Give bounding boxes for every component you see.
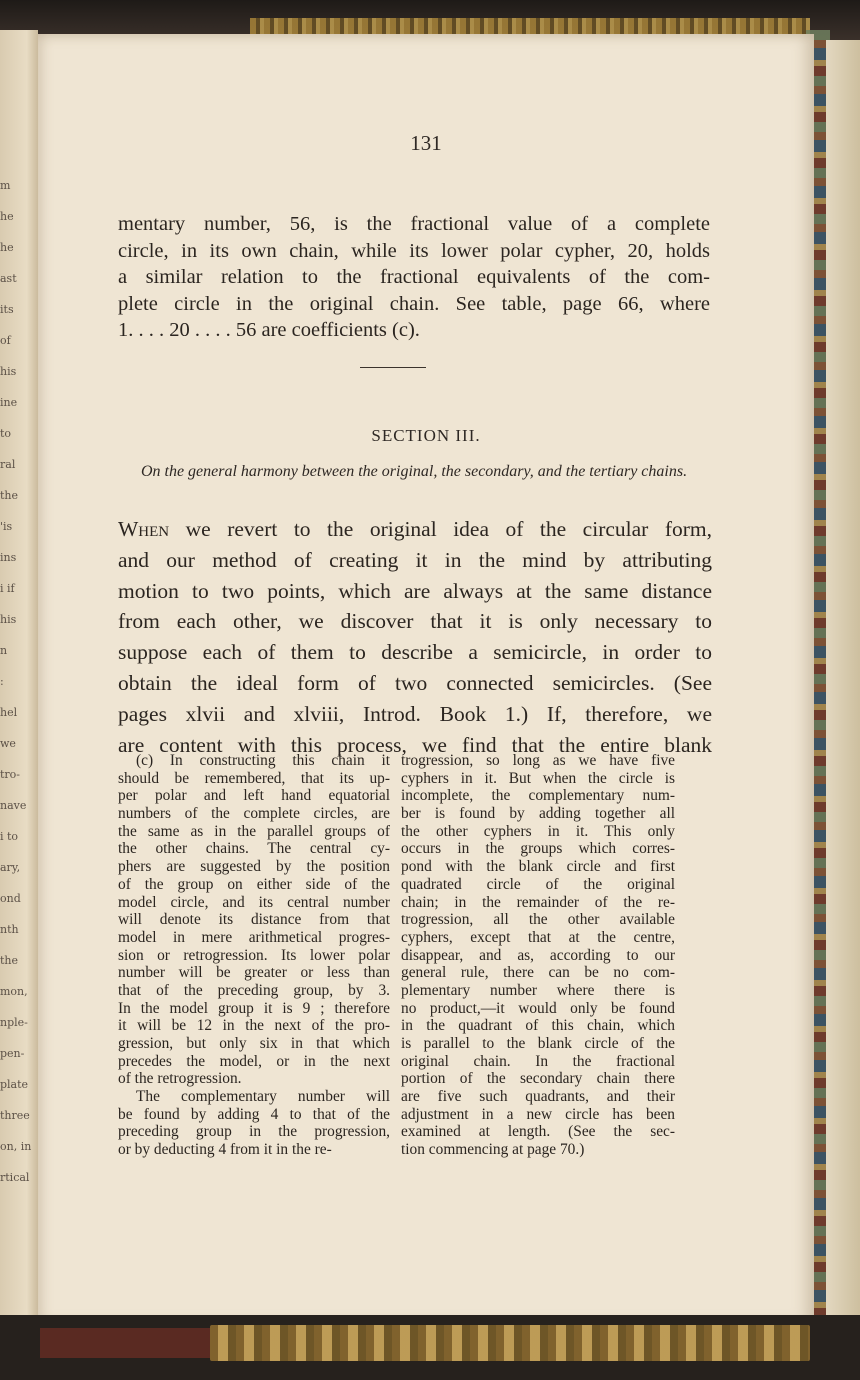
facing-page-fragment: tro- — [0, 768, 21, 781]
footnote-line: phers are suggested by the position — [118, 858, 390, 876]
footnote-line: model in mere arithmetical progres- — [118, 928, 390, 946]
bottom-gilt-tooling — [210, 1325, 810, 1361]
text-line: pages xlvii and xlviii, Introd. Book 1.) If, therefore, we — [118, 701, 712, 726]
page-stack-edge — [826, 40, 860, 1330]
footnote-line: sion or retrogression. Its lower polar — [118, 946, 390, 964]
facing-page-fragment: : — [0, 675, 4, 688]
footnote-line: of the retrogression. — [118, 1070, 242, 1088]
footnote-line: trogression, all the other available — [401, 911, 675, 929]
footnote-line: the same as in the parallel groups of — [118, 822, 390, 840]
section-title: SECTION III. — [371, 426, 481, 445]
footnote-line: or by deducting 4 from it in the re- — [118, 1141, 332, 1159]
footnote-left-column — [118, 752, 390, 1159]
footnote-line: it will be 12 in the next of the pro- — [118, 1017, 390, 1035]
text-line-rest: we revert to the original idea of the circular form, — [169, 517, 712, 541]
footnote-line: gression, but only six in that which — [118, 1035, 390, 1052]
section-subtitle: On the general harmony between the original, the secondary, and the tertiary chains. — [140, 463, 688, 480]
footnote-line: model circle, and its central number — [118, 893, 390, 911]
facing-page-fragment: we — [0, 737, 16, 750]
footnote-line: disappear, and as, according to our — [401, 946, 675, 964]
facing-page-fragment: of — [0, 334, 11, 347]
bottom-cloth — [40, 1328, 220, 1358]
facing-page-fragment: plate — [0, 1078, 29, 1091]
footnote-line: adjustment in a new circle has been — [401, 1105, 675, 1123]
footnote-line: in the quadrant of this chain, which — [401, 1017, 675, 1035]
footnote-line: is parallel to the blank circle of the — [401, 1035, 675, 1052]
footnote-line: should be remembered, that its up- — [118, 769, 390, 787]
text-line: circle, in its own chain, while its lower polar cypher, 20, holds — [118, 239, 710, 262]
facing-page-fragment: rtical — [0, 1171, 30, 1184]
footnote-line: are five such quadrants, and their — [401, 1088, 675, 1106]
footnote-line: will denote its distance from that — [118, 911, 390, 929]
top-gilt-edge — [250, 18, 810, 34]
facing-page-fragment: ast — [0, 272, 17, 285]
footnote-line: In the model group it is 9 ; therefore — [118, 999, 390, 1017]
footnote-line: per polar and left hand equatorial — [118, 787, 390, 805]
facing-page-fragment: i if — [0, 582, 15, 595]
footnote-line: occurs in the groups which corres- — [401, 840, 675, 858]
facing-page-fragment: n — [0, 644, 8, 657]
page-number: 131 — [410, 131, 442, 155]
footnote-line: the other cyphers in it. This only — [401, 822, 675, 840]
footnote-line: of the group on either side of the — [118, 875, 390, 893]
text-line: from each other, we discover that it is only necessary to — [118, 609, 712, 634]
facing-page-fragment: his — [0, 613, 17, 626]
facing-page-edge — [0, 30, 38, 1345]
footnote-line: ber is found by adding together all — [401, 805, 675, 823]
footnote-line: incomplete, the complementary num- — [401, 787, 675, 805]
facing-page-fragment: ral — [0, 458, 16, 471]
footnote-line: no product,—it would only be found — [401, 999, 675, 1017]
facing-page-fragment: ine — [0, 396, 18, 409]
main-paragraph — [118, 514, 712, 760]
drop-word: When — [118, 517, 170, 541]
text-line: 1. . . . 20 . . . . 56 are coefficients (c). — [118, 319, 420, 341]
footnote-line: (c) In constructing this chain it — [136, 752, 390, 769]
footnote-line: quadrated circle of the original — [401, 875, 675, 893]
footnote-line: preceding group in the progression, — [118, 1123, 390, 1141]
facing-page-fragment: his — [0, 365, 17, 378]
facing-page-fragment: its — [0, 303, 14, 316]
text-line: motion to two points, which are always at the same distance — [118, 578, 712, 603]
facing-page-fragment: 'is — [0, 520, 13, 533]
footnote-line: numbers of the complete circles, are — [118, 805, 390, 823]
footnote-line: that of the preceding group, by 3. — [118, 981, 390, 999]
text-line: mentary number, 56, is the fractional value of a complete — [118, 213, 710, 235]
facing-page-fragment: m — [0, 179, 11, 192]
facing-page-fragment: nth — [0, 923, 19, 936]
footnote-line: trogression, so long as we have five — [401, 752, 675, 769]
continued-paragraph — [118, 211, 710, 344]
footnote-line: cyphers, except that at the centre, — [401, 928, 675, 946]
facing-page-fragment: ins — [0, 551, 17, 564]
footnote-line: precedes the model, or in the next — [118, 1052, 390, 1070]
footnote-line: the other chains. The central cy- — [118, 840, 390, 858]
footnote-line: The complementary number will — [136, 1088, 390, 1106]
facing-page-fragment: nple- — [0, 1016, 28, 1029]
facing-page-fragment: he — [0, 210, 14, 223]
footnote-line: examined at length. (See the sec- — [401, 1123, 675, 1141]
text-line: suppose each of them to describe a semicircle, in order to — [118, 640, 712, 665]
facing-page-fragment: ary, — [0, 861, 21, 874]
footnote-line: chain; in the remainder of the re- — [401, 893, 675, 911]
facing-page-fragment: hel — [0, 706, 18, 719]
footnote-line: pond with the blank circle and first — [401, 858, 675, 876]
facing-page-fragment: i to — [0, 830, 19, 843]
text-line: obtain the ideal form of two connected semicircles. (See — [118, 670, 712, 695]
footnote-line: cyphers in it. But when the circle is — [401, 769, 675, 787]
footnote-right-column — [401, 752, 675, 1159]
footnote-line: general rule, there can be no com- — [401, 964, 675, 982]
facing-page-fragment: on, in — [0, 1140, 32, 1153]
book-page — [38, 34, 814, 1324]
facing-page-fragment: nave — [0, 799, 27, 812]
footnote-line: tion commencing at page 70.) — [401, 1141, 585, 1159]
footnote-line: plementary number where there is — [401, 981, 675, 999]
footnote-line: original chain. In the fractional — [401, 1052, 675, 1070]
facing-page-fragment: mon, — [0, 985, 28, 998]
facing-page-fragment: to — [0, 427, 12, 440]
section-divider — [360, 367, 426, 368]
text-line: plete circle in the original chain. See table, page 66, where — [118, 292, 710, 315]
footnotes — [118, 752, 714, 1172]
text-line: and our method of creating it in the mind by attributing — [118, 547, 712, 572]
footnote-line: number will be greater or less than — [118, 964, 390, 982]
facing-page-fragment: pen- — [0, 1047, 25, 1060]
facing-page-fragment: he — [0, 241, 14, 254]
text-line: are content with this process, we find that the entire blank — [118, 732, 712, 757]
text-line — [118, 514, 712, 545]
text-line: a similar relation to the fractional equivalents of the com- — [118, 266, 710, 288]
footnote-line: be found by adding 4 to that of the — [118, 1105, 390, 1123]
facing-page-fragment: ond — [0, 892, 21, 905]
facing-page-fragment: three — [0, 1109, 30, 1122]
facing-page-fragment: the — [0, 489, 19, 502]
footnote-line: portion of the secondary chain there — [401, 1070, 675, 1088]
facing-page-fragment: the — [0, 954, 19, 967]
